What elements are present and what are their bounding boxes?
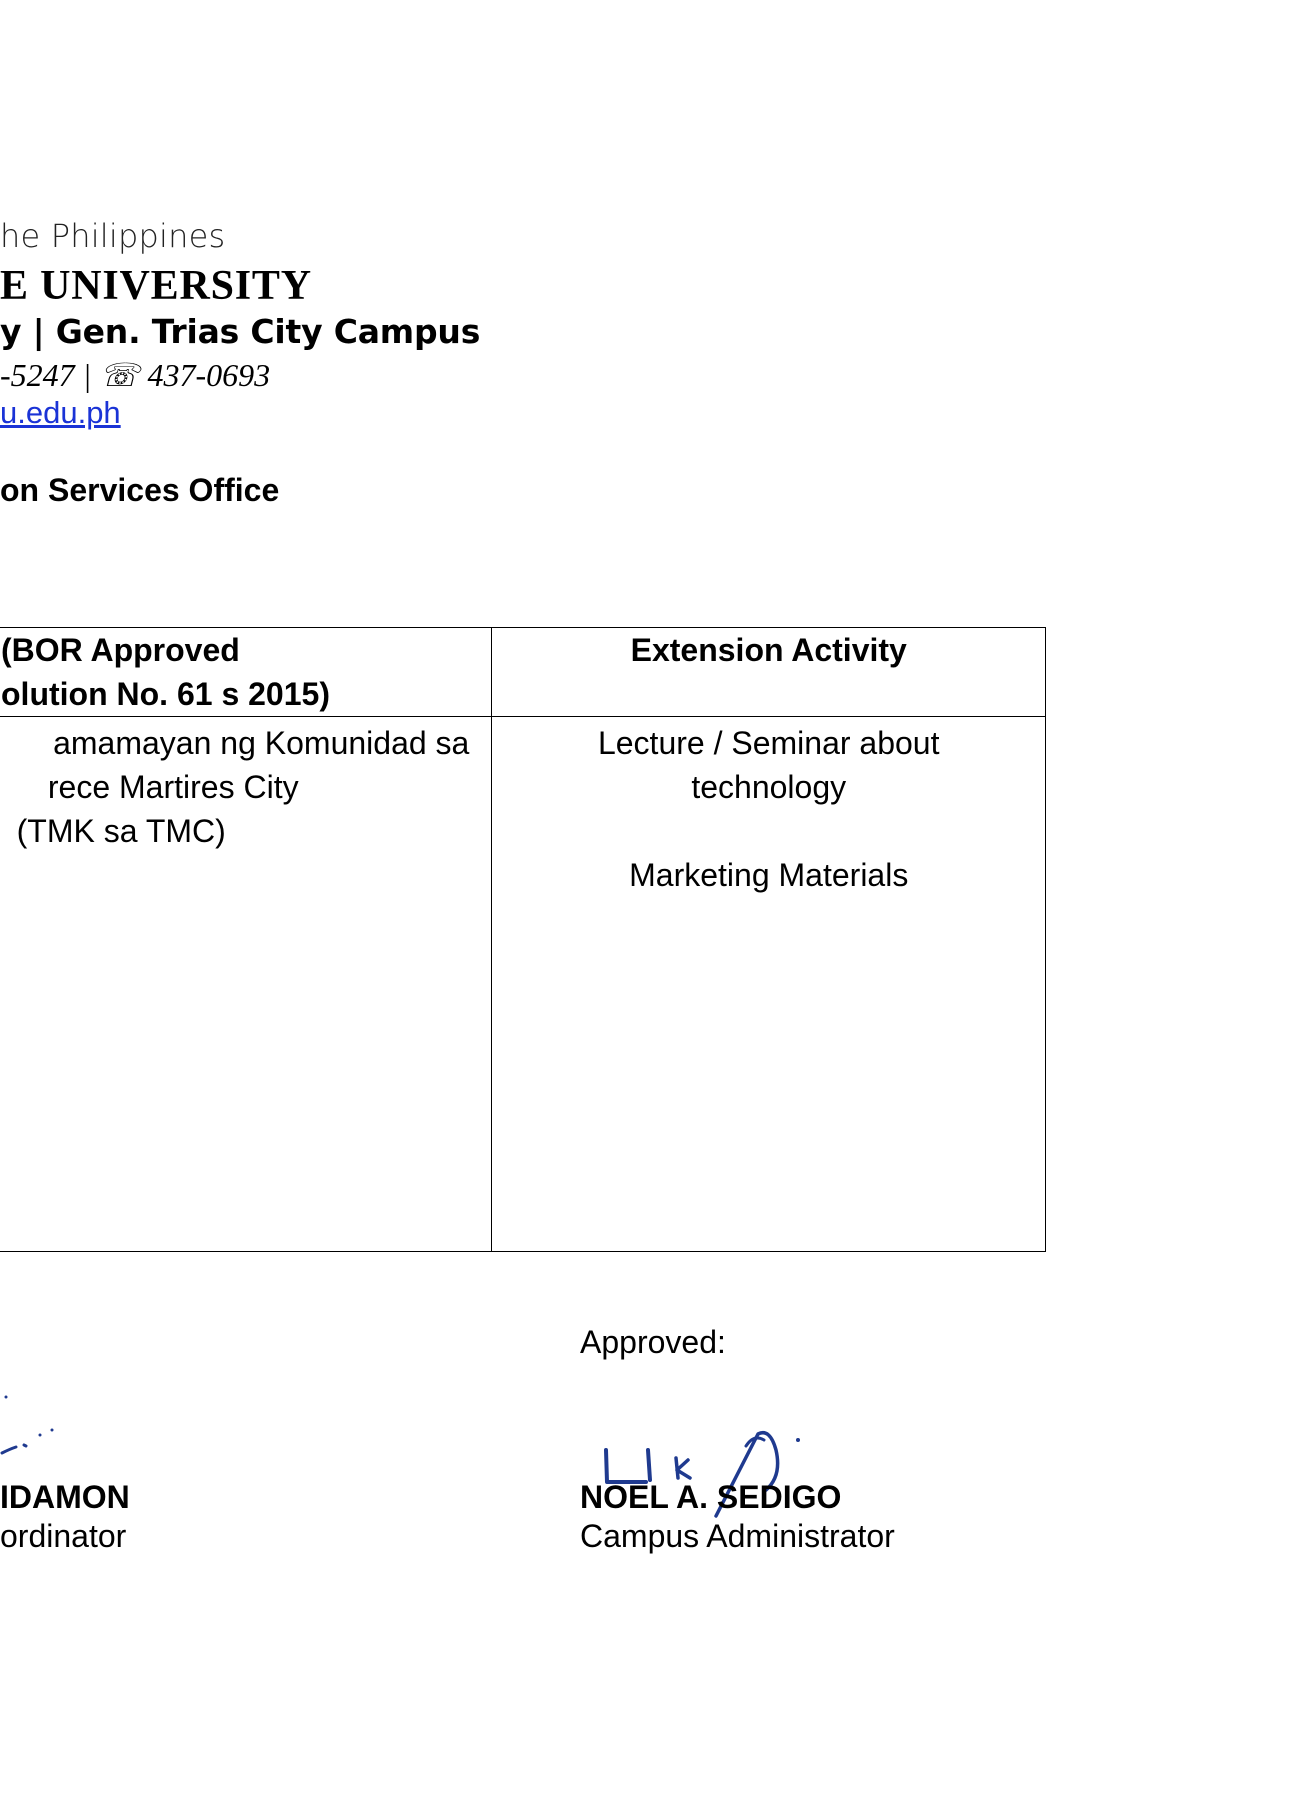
program-line2: rece Martires City (47, 769, 299, 805)
approved-label: Approved: (580, 1324, 726, 1360)
activity-item1-line1: Lecture / Seminar about (597, 725, 940, 761)
left-signatory-title: ordinator (0, 1518, 127, 1554)
left-signatory-name: IDAMON (0, 1479, 130, 1515)
activity-item1-line2: technology (691, 769, 847, 805)
activity-cell (492, 717, 1046, 1252)
table-header-program (0, 628, 492, 717)
header-phone-line: -5247 | ☏ 437-0693 (0, 357, 271, 393)
table-row (0, 717, 1046, 1252)
right-signatory-name: NOEL A. SEDIGO (580, 1479, 842, 1515)
header-campus-line: y | Gen. Trias City Campus (0, 312, 481, 351)
header-program-line1: (BOR Approved (1, 632, 240, 668)
header-email-link[interactable]: u.edu.ph (0, 395, 121, 430)
header-program-line2: olution No. 61 s 2015) (1, 676, 330, 712)
program-line1: amamayan ng Komunidad sa (53, 725, 470, 761)
right-signatory-title: Campus Administrator (580, 1518, 895, 1554)
office-title: on Services Office (0, 472, 280, 508)
activity-table (0, 627, 1046, 1252)
table-header-extension-activity: Extension Activity (492, 628, 1046, 717)
program-line3: (TMK sa TMC) (16, 813, 226, 849)
activity-item2: Marketing Materials (629, 857, 909, 893)
header-university-name: E UNIVERSITY (0, 263, 312, 309)
table-header-row (0, 628, 1046, 717)
program-cell (0, 717, 492, 1252)
header-republic-text: he Philippines (0, 217, 226, 255)
left-signature-image (0, 1375, 110, 1485)
